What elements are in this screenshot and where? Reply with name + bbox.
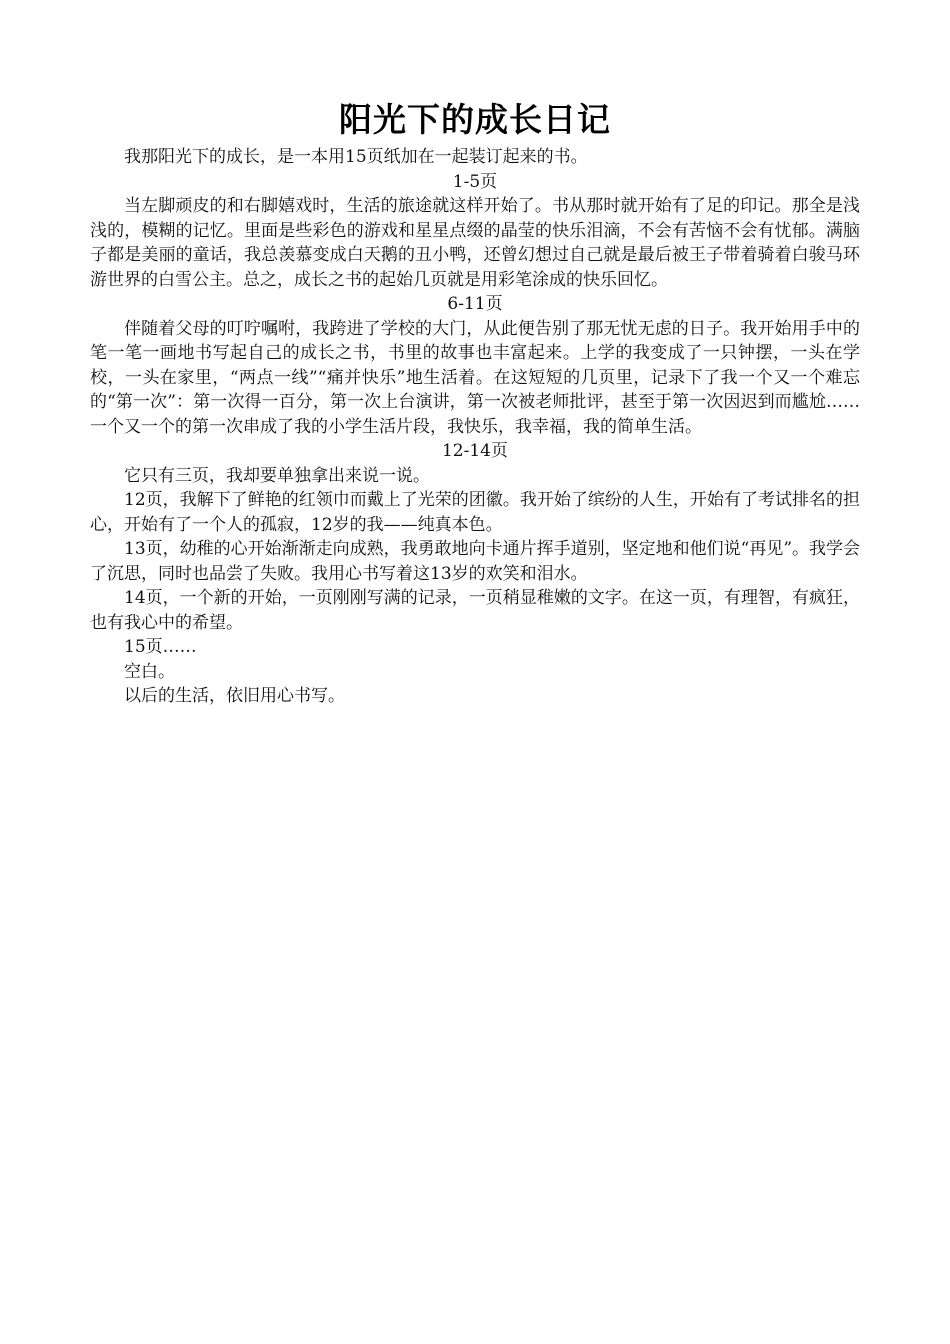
body-paragraph: 14页，一个新的开始，一页刚刚写满的记录，一页稍显稚嫩的文字。在这一页，有理智，有疯狂，也有我心中的希望。 bbox=[90, 588, 860, 633]
body-paragraph: 以后的生活，依旧用心书写。 bbox=[124, 686, 345, 706]
body-paragraph: 15页…… bbox=[124, 637, 197, 657]
body-paragraph: 伴随着父母的叮咛嘱咐，我跨进了学校的大门，从此便告别了那无忧无虑的日子。我开始用手中的笔一笔一画地书写起自己的成长之书，书里的故事也丰富起来。上学的我变成了一只钟摆，一头在学校，一头在家里，“两点一线”“痛并快乐”地生活着。在这短短的几页里，记录下了我一个又一个难忘的“第一次”：第一次得一百分，第一次上台演讲，第一次被老师批评，甚至于第一次因迟到而尴尬……一个又一个的第一次串成了我的小学生活片段，我快乐，我幸福，我的简单生活。 bbox=[90, 318, 860, 437]
section-heading: 1-5页 bbox=[452, 171, 498, 192]
section-heading: 12-14页 bbox=[441, 441, 508, 461]
body-paragraph: 它只有三页，我却要单独拿出来说一说。 bbox=[124, 465, 430, 486]
body-paragraph: 当左脚顽皮的和右脚嬉戏时，生活的旅途就这样开始了。书从那时就开始有了足的印记。那全是浅浅的，模糊的记忆。里面是些彩色的游戏和星星点缀的晶莹的快乐泪滴，不会有苦恼不会有忧郁。满脑子都是美丽的童话，我总羡慕变成白天鹅的丑小鸭，还曾幻想过自己就是最后被王子带着骑着白骏马环游世界的白雪公主。总之，成长之书的起始几页就是用彩笔涂成的快乐回忆。 bbox=[90, 196, 860, 290]
body-paragraph: 我那阳光下的成长，是一本用15页纸加在一起装订起来的书。 bbox=[124, 147, 588, 167]
body-paragraph: 12页，我解下了鲜艳的红领巾而戴上了光荣的团徽。我开始了缤纷的人生，开始有了考试排名的担心，开始有了一个人的孤寂，12岁的我——纯真本色。 bbox=[90, 490, 860, 535]
document-body bbox=[90, 97, 860, 709]
body-paragraph: 13页，幼稚的心开始渐渐走向成熟，我勇敢地向卡通片挥手道别，坚定地和他们说“再见”。我学会了沉思，同时也品尝了失败。我用心书写着这13岁的欢笑和泪水。 bbox=[90, 539, 861, 584]
body-paragraph: 空白。 bbox=[124, 661, 175, 682]
section-heading: 6-11页 bbox=[447, 294, 503, 314]
document-title: 阳光下的成长日记 bbox=[339, 100, 611, 139]
